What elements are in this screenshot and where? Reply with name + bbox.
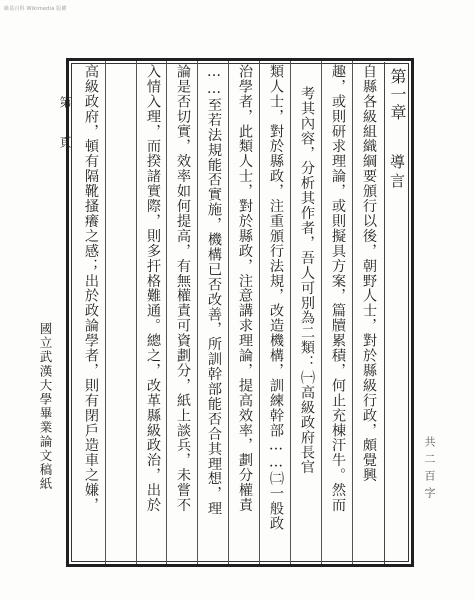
column-rule xyxy=(197,61,198,564)
page-label-top: 第 xyxy=(58,96,72,114)
text-column: ……至若法規能否實施，機構已否改善，所訓幹部能否合其理想，理 xyxy=(206,64,222,517)
text-column: 自縣各級組織綱要頒行以後，朝野人士，對於縣級行政，頗覺興 xyxy=(361,64,377,483)
column-rule xyxy=(321,61,322,564)
text-column: 入情入理，而揆諸實際，則多扞格難通。總之，改革縣級政治，出於 xyxy=(145,64,161,513)
text-column: 論是否切實，效率如何提高，有無權責可資劃分，紙上談兵，未嘗不 xyxy=(175,64,191,513)
page-count-label: 共二百字 xyxy=(423,436,436,504)
text-column: 考其內容，分析其作者，吾人可別為二類：㈠高級政府長官 xyxy=(299,86,315,475)
column-rule xyxy=(228,61,229,564)
chapter-heading: 第一章 xyxy=(388,68,407,122)
column-rule xyxy=(290,61,291,564)
column-rule xyxy=(166,61,167,564)
column-rule xyxy=(259,61,260,564)
text-column: 趣，或則研求理論，或則擬具方案，篇牘累積，何止充棟汗牛。然而 xyxy=(330,64,346,513)
text-column: 類人士，對於縣政，注重頒行法規，改造機構，訓練幹部……㈡一般政 xyxy=(268,64,284,532)
text-column: 高級政府，頓有隔靴搔癢之感；出於政論學者，則有閉戶造車之嫌， xyxy=(83,64,99,513)
text-column: 治學者，此類人士，對於縣政，注意講求理論，提高效率，劃分權責 xyxy=(237,64,253,513)
column-rule xyxy=(136,61,137,564)
column-rule xyxy=(105,61,106,564)
publisher-label: 國立武漢大學畢業論文稿紙 xyxy=(38,322,53,492)
watermark: 維基百科 Wikimedia 版權 xyxy=(4,6,67,12)
section-title: 導言 xyxy=(388,154,406,192)
title-column xyxy=(384,62,413,564)
page-label-bottom: 頁 xyxy=(58,136,72,154)
column-rule xyxy=(352,61,353,564)
